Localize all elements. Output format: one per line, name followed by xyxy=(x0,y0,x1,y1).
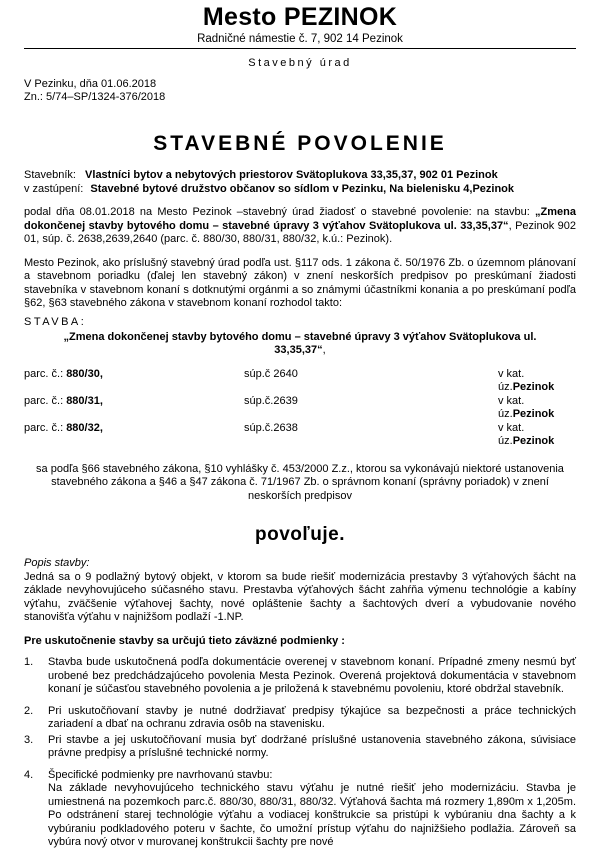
place-date: V Pezinku, dňa 01.06.2018 xyxy=(24,78,157,90)
project-name-line1: „Zmena dokončenej stavby bytového domu – stavebné úpravy 3 výťahov Svätoplukova ul. xyxy=(63,330,537,343)
decision-paragraph: Mesto Pezinok, ako príslušný stavebný úrad podľa ust. §117 ods. 1 zákona č. 50/1976 Zb. o územnom plánovaní a stavebnom poriadku (ďalej len stavebný zákon) v znení neskorších predpisov po preskúmaní žiadosti stavebníka v stavebnom konaní s dotknutými orgánmi a so známymi účastníkmi konania a po preskúmaní podľa §62, §63 stavebného zákona v stavebnom konaní rozhodol takto: xyxy=(24,256,576,309)
parcel-number: 880/32, xyxy=(66,421,103,434)
condition-number: 4. xyxy=(24,768,34,781)
cadastral-label: v kat. úz. xyxy=(498,367,525,393)
application-text-start: podal dňa 08.01.2018 na Mesto Pezinok –stavebný úrad žiadosť o stavebné povolenie: na stavbu: xyxy=(24,206,536,218)
cadastral-label: v kat. úz. xyxy=(498,394,525,420)
condition-number: 1. xyxy=(24,656,34,668)
representative-label: v zastúpení: xyxy=(24,182,84,195)
condition-item xyxy=(24,734,576,761)
description-text: Jedná sa o 9 podlažný bytový objekt, v ktorom sa bude riešiť modernizácia prestavby 3 výťahových šácht na základe nevyhovujúceho súčasného stavu. Prestavba výťahových šácht zahŕňa výmenu technológie a kabíny výťahu, zväčšenie výťahovej šachty, nové opláštenie šachty a šachtových dverí a vybudovanie nového stanovišťa výťahu v najnižšom podlaží -1.NP. xyxy=(24,570,576,623)
project-name-tail: , xyxy=(322,344,326,356)
parcel-number: 880/30, xyxy=(66,367,103,380)
representative-name: Stavebné bytové družstvo občanov so sídlom v Pezinku, Na bielenisku 4,Pezinok xyxy=(90,182,515,195)
condition-text: Špecifické podmienky pre navrhovanú stavbu: xyxy=(48,768,273,781)
registry-number: súp.č.2639 xyxy=(244,394,298,407)
cadastral-area: Pezinok xyxy=(512,435,555,447)
cadastral-area: Pezinok xyxy=(512,381,555,393)
town-address: Radničné námestie č. 7, 902 14 Pezinok xyxy=(197,33,403,45)
condition-subtext: Na základe nevyhovujúceho technického stavu výťahu je nutné riešiť jeho modernizáciu. Stavba je umiestnená na pozemkoch parc.č. 880/30, 880/31, 880/32. Výťahová šachta má rozmery 1,890m x 1,205m. Po odstránení starej technológie výťahu a vodiacej konštrukcie sa pristúpi k vybúraniu dna šachty a k vybúraniu podkladového poteru v šachte, čo umožní prístup výťahu do najnižšieho podlažia. Zároveň sa vybúra nový otvor v murovanej konštrukcii šachty pre nové xyxy=(48,782,576,848)
project-name-block xyxy=(24,331,576,358)
registry-number: súp.č 2640 xyxy=(244,367,298,380)
applicant-name: Vlastníci bytov a nebytových priestorov Svätoplukova 33,35,37, 902 01 Pezinok xyxy=(85,169,498,181)
office-name: Stavebný úrad xyxy=(248,57,352,69)
parcel-row xyxy=(24,422,576,449)
description-label: Popis stavby: xyxy=(24,557,90,569)
parcel-number: 880/31, xyxy=(66,394,103,407)
letterhead xyxy=(24,0,576,49)
project-name-line2: 33,35,37“ xyxy=(274,344,323,356)
legal-basis-note: sa podľa §66 stavebného zákona, §10 vyhlášky č. 453/2000 Z.z., ktorou sa vykonávajú niektoré ustanovenia stavebného zákona a §46 a §47 zákona č. 71/1967 Zb. o správnom konaní (správny poriadok) v znení neskorších predpisov xyxy=(36,462,564,502)
dateline xyxy=(24,78,576,104)
condition-body xyxy=(48,769,576,850)
condition-number: 3. xyxy=(24,733,34,746)
town-name: Mesto PEZINOK xyxy=(202,3,398,31)
condition-item xyxy=(24,769,576,850)
document-title: STAVEBNÉ POVOLENIE xyxy=(153,132,447,155)
application-paragraph xyxy=(24,206,576,247)
verdict: povoľuje. xyxy=(255,524,345,545)
conditions-heading: Pre uskutočnenie stavby sa určujú tieto záväzné podmienky : xyxy=(24,634,345,647)
project-name-inline: „Zmena dokončenej stavby bytového domu – stavebné úpravy 3 výťahov Svätoplukova ul. 33,35,37“ xyxy=(24,206,576,232)
application-text-end: , Pezinok 902 01, súp. č. 2638,2639,2640 (parc. č. 880/30, 880/31, 880/32, k.ú.: Pezinok). xyxy=(24,219,576,245)
registry-number: súp.č.2638 xyxy=(244,421,298,434)
header-divider xyxy=(24,48,576,49)
parcel-list xyxy=(24,368,576,449)
condition-text: Stavba bude uskutočnená podľa dokumentácie overenej v stavebnom konaní. Prípadné zmeny nesmú byť urobené bez predchádzajúceho povolenia Mesta Pezinok. Overená projektová dokumentácia v stavebnom konaní je súčasťou stavebného povolenia a je priložená k stavebnému povoleniu, ktoré obdržal stavebník. xyxy=(48,656,576,695)
reference-number: Zn.: 5/74–SP/1324-376/2018 xyxy=(24,91,166,103)
condition-number: 2. xyxy=(24,704,34,717)
condition-item xyxy=(24,656,576,697)
applicant-label: Stavebník: xyxy=(24,169,76,181)
cadastral-label: v kat. úz. xyxy=(498,421,525,447)
condition-item xyxy=(24,705,576,732)
parcel-row xyxy=(24,395,576,422)
parcel-label: parc. č.: xyxy=(24,394,67,407)
parcel-row xyxy=(24,368,576,395)
parcel-label: parc. č.: xyxy=(24,367,67,380)
condition-text: Pri stavbe a jej uskutočňovaní musia byť dodržané príslušné ustanovenia stavebného zákona, súvisiace právne predpisy a príslušné technické normy. xyxy=(48,733,576,759)
cadastral-area: Pezinok xyxy=(512,408,555,420)
applicant-block xyxy=(24,169,576,196)
parcel-label: parc. č.: xyxy=(24,421,67,434)
stavba-label: STAVBA: xyxy=(24,315,87,328)
condition-text: Pri uskutočňovaní stavby je nutné dodržiavať predpisy týkajúce sa bezpečnosti a práce technických zariadení a dbať na ochranu zdravia osôb na stavenisku. xyxy=(48,704,576,730)
